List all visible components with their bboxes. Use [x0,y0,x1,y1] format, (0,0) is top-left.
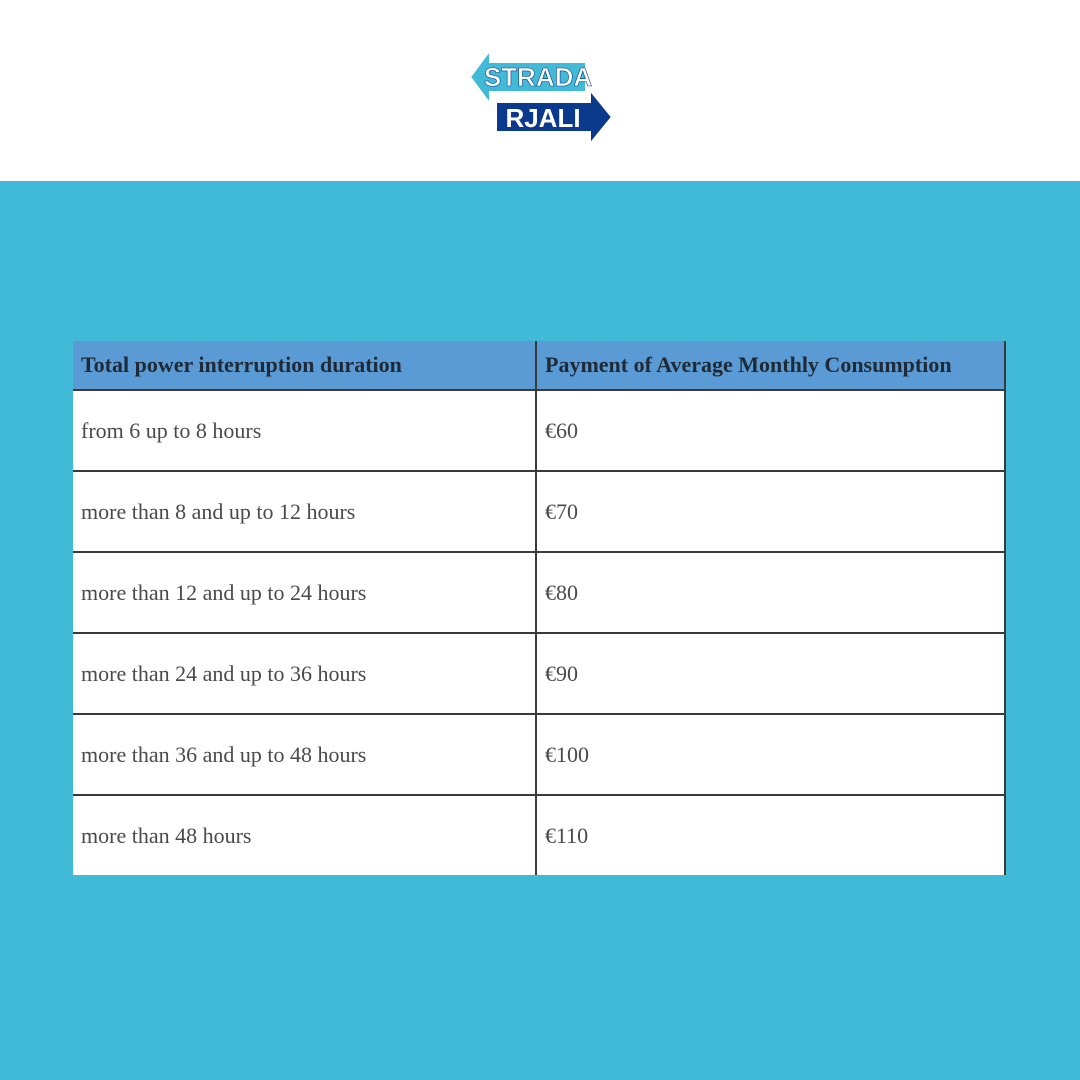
duration-cell: more than 12 and up to 24 hours [73,552,536,633]
table-row [73,390,1005,471]
table-row [73,552,1005,633]
strada-rjali-logo [468,46,614,150]
duration-cell: more than 48 hours [73,795,536,875]
table-row [73,795,1005,875]
duration-cell: more than 36 and up to 48 hours [73,714,536,795]
logo-graphic [468,46,614,150]
table-header-row [73,341,1005,390]
header-payment: Payment of Average Monthly Consumption [536,341,1005,390]
header-area [0,0,1080,181]
table-row [73,714,1005,795]
duration-cell: from 6 up to 8 hours [73,390,536,471]
payment-cell: €60 [536,390,1005,471]
payment-cell: €80 [536,552,1005,633]
table-row [73,633,1005,714]
duration-cell: more than 8 and up to 12 hours [73,471,536,552]
payment-cell: €70 [536,471,1005,552]
header-duration: Total power interruption duration [73,341,536,390]
logo-text-rjali: RJALI [505,103,581,133]
compensation-table [73,341,1006,875]
table-row [73,471,1005,552]
payment-cell: €100 [536,714,1005,795]
duration-cell: more than 24 and up to 36 hours [73,633,536,714]
logo-text-strada: STRADA [483,62,593,92]
payment-cell: €90 [536,633,1005,714]
payment-cell: €110 [545,822,589,848]
